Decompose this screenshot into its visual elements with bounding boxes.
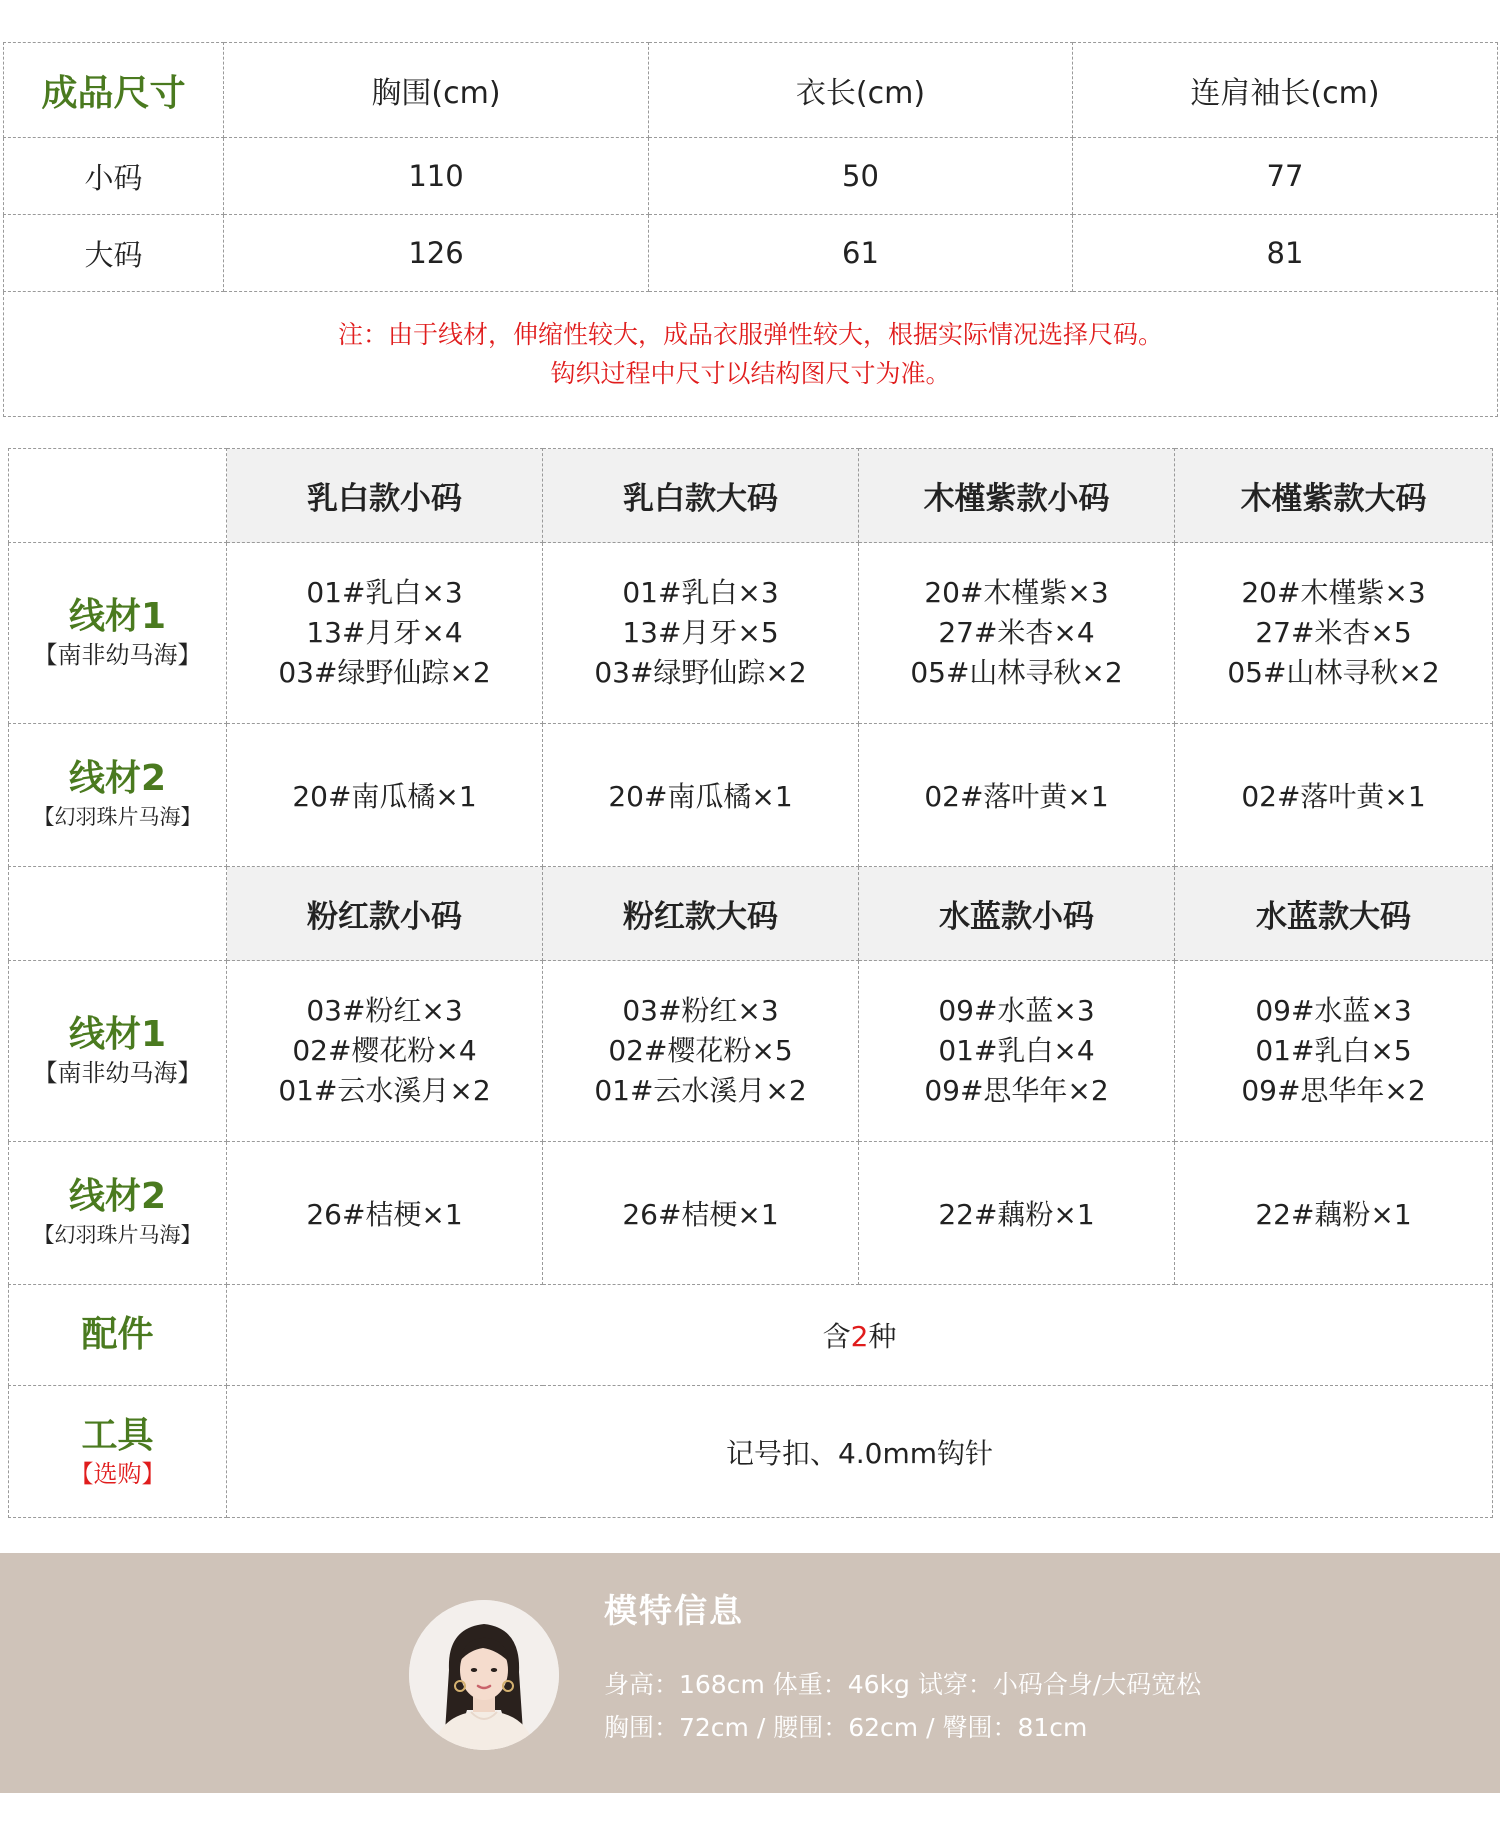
yarn-line: 05#山林寻秋×2 (910, 656, 1123, 689)
yarn-line: 27#米杏×4 (938, 616, 1095, 649)
yarn-line: 09#水蓝×3 (938, 994, 1095, 1027)
size-label: 大码 (4, 215, 224, 292)
yarn-cell: 20#南瓜橘×1 (227, 724, 543, 867)
header-length: 衣长(cm) (649, 43, 1073, 138)
size-value: 110 (224, 138, 649, 215)
header-sleeve: 连肩袖长(cm) (1073, 43, 1498, 138)
tools-value: 记号扣、4.0mm钩针 (227, 1386, 1493, 1518)
note-line-2: 钩织过程中尺寸以结构图尺寸为准。 (550, 359, 951, 388)
size-label: 小码 (4, 138, 224, 215)
yarn-line: 03#绿野仙踪×2 (278, 656, 491, 689)
accessories-prefix: 含 (822, 1320, 851, 1353)
empty-corner-cell (9, 449, 227, 543)
yarn-line: 20#木槿紫×3 (1241, 576, 1426, 609)
size-table (3, 42, 1498, 417)
size-header-row (4, 43, 1498, 138)
size-row-large (4, 215, 1498, 292)
yarn-cell: 22#藕粉×1 (859, 1142, 1175, 1285)
group2-yarn2-row (9, 1142, 1493, 1285)
yarn-cell (227, 961, 543, 1142)
yarn-line: 01#云水溪月×2 (278, 1074, 491, 1107)
yarn-line: 09#思华年×2 (924, 1074, 1109, 1107)
yarn-cell: 26#桔梗×1 (543, 1142, 859, 1285)
variant-header: 乳白款小码 (227, 449, 543, 543)
yarn-line: 02#樱花粉×5 (608, 1034, 793, 1067)
yarn2-label: 线材2 (68, 1176, 167, 1217)
size-value: 81 (1073, 215, 1498, 292)
variant-header: 木槿紫款小码 (859, 449, 1175, 543)
yarn-line: 27#米杏×5 (1255, 616, 1412, 649)
yarn1-label: 线材1 (68, 596, 167, 637)
size-value: 61 (649, 215, 1073, 292)
yarn-line: 01#云水溪月×2 (594, 1074, 807, 1107)
yarn-label-cell (9, 961, 227, 1142)
yarn2-label: 线材2 (68, 758, 167, 799)
model-avatar (409, 1600, 559, 1750)
yarn-label-cell (9, 543, 227, 724)
tools-label: 工具 (81, 1414, 154, 1456)
yarn-line: 03#粉红×3 (622, 994, 779, 1027)
yarn-line: 03#绿野仙踪×2 (594, 656, 807, 689)
group2-header-row (9, 867, 1493, 961)
yarn-cell (1175, 961, 1493, 1142)
size-table-title: 成品尺寸 (4, 43, 224, 138)
yarn-cell: 20#南瓜橘×1 (543, 724, 859, 867)
yarn-cell: 22#藕粉×1 (1175, 1142, 1493, 1285)
yarn-cell: 02#落叶黄×1 (859, 724, 1175, 867)
tools-label-cell (9, 1386, 227, 1518)
size-row-small (4, 138, 1498, 215)
group1-yarn2-row (9, 724, 1493, 867)
header-chest: 胸围(cm) (224, 43, 649, 138)
yarn-line: 13#月牙×4 (306, 616, 463, 649)
variant-header: 木槿紫款大码 (1175, 449, 1493, 543)
model-stats-line-2: 胸围：72cm / 腰围：62cm / 臀围：81cm (604, 1713, 1088, 1742)
accessories-count: 2 (850, 1320, 869, 1353)
yarn2-sublabel: 【幻羽珠片马海】 (33, 1223, 202, 1247)
yarn-cell (1175, 543, 1493, 724)
yarn-line: 09#思华年×2 (1241, 1074, 1426, 1107)
yarn-line: 03#粉红×3 (306, 994, 463, 1027)
variant-header: 粉红款小码 (227, 867, 543, 961)
yarn1-label: 线材1 (68, 1014, 167, 1055)
yarn-label-cell (9, 1142, 227, 1285)
variant-header: 乳白款大码 (543, 449, 859, 543)
accessories-label-cell (9, 1285, 227, 1386)
yarn-line: 20#木槿紫×3 (924, 576, 1109, 609)
accessories-row (9, 1285, 1493, 1386)
group1-header-row (9, 449, 1493, 543)
group2-yarn1-row (9, 961, 1493, 1142)
yarn-line: 01#乳白×3 (306, 576, 463, 609)
yarn-cell (859, 543, 1175, 724)
yarn-cell: 26#桔梗×1 (227, 1142, 543, 1285)
size-note-row (4, 292, 1498, 417)
variant-header: 粉红款大码 (543, 867, 859, 961)
model-stats-line-1: 身高：168cm 体重：46kg 试穿：小码合身/大码宽松 (604, 1670, 1202, 1699)
yarn-cell: 02#落叶黄×1 (1175, 724, 1493, 867)
tools-sublabel: 【选购】 (69, 1459, 166, 1488)
empty-corner-cell (9, 867, 227, 961)
accessories-label: 配件 (81, 1314, 154, 1355)
size-value: 77 (1073, 138, 1498, 215)
size-note (4, 292, 1498, 417)
yarn-cell (543, 961, 859, 1142)
variant-header: 水蓝款小码 (859, 867, 1175, 961)
tools-row (9, 1386, 1493, 1518)
yarn-table (8, 448, 1493, 1518)
model-info-title: 模特信息 (604, 1591, 744, 1630)
yarn-cell (859, 961, 1175, 1142)
yarn1-sublabel: 【南非幼马海】 (33, 1059, 202, 1087)
yarn-cell (543, 543, 859, 724)
model-portrait-icon (409, 1600, 559, 1750)
yarn-line: 01#乳白×4 (938, 1034, 1095, 1067)
yarn-line: 09#水蓝×3 (1255, 994, 1412, 1027)
group1-yarn1-row (9, 543, 1493, 724)
note-line-1: 注：由于线材，伸缩性较大，成品衣服弹性较大，根据实际情况选择尺码。 (337, 320, 1163, 349)
yarn-label-cell (9, 724, 227, 867)
yarn1-sublabel: 【南非幼马海】 (33, 641, 202, 669)
yarn-cell (227, 543, 543, 724)
yarn-line: 02#樱花粉×4 (292, 1034, 477, 1067)
variant-header: 水蓝款大码 (1175, 867, 1493, 961)
size-value: 50 (649, 138, 1073, 215)
yarn-line: 05#山林寻秋×2 (1227, 656, 1440, 689)
accessories-suffix: 种 (868, 1320, 897, 1353)
accessories-value (227, 1285, 1493, 1386)
yarn-line: 01#乳白×5 (1255, 1034, 1412, 1067)
yarn-line: 13#月牙×5 (622, 616, 779, 649)
yarn2-sublabel: 【幻羽珠片马海】 (33, 805, 202, 829)
size-value: 126 (224, 215, 649, 292)
yarn-line: 01#乳白×3 (622, 576, 779, 609)
model-info-band (0, 1553, 1500, 1793)
